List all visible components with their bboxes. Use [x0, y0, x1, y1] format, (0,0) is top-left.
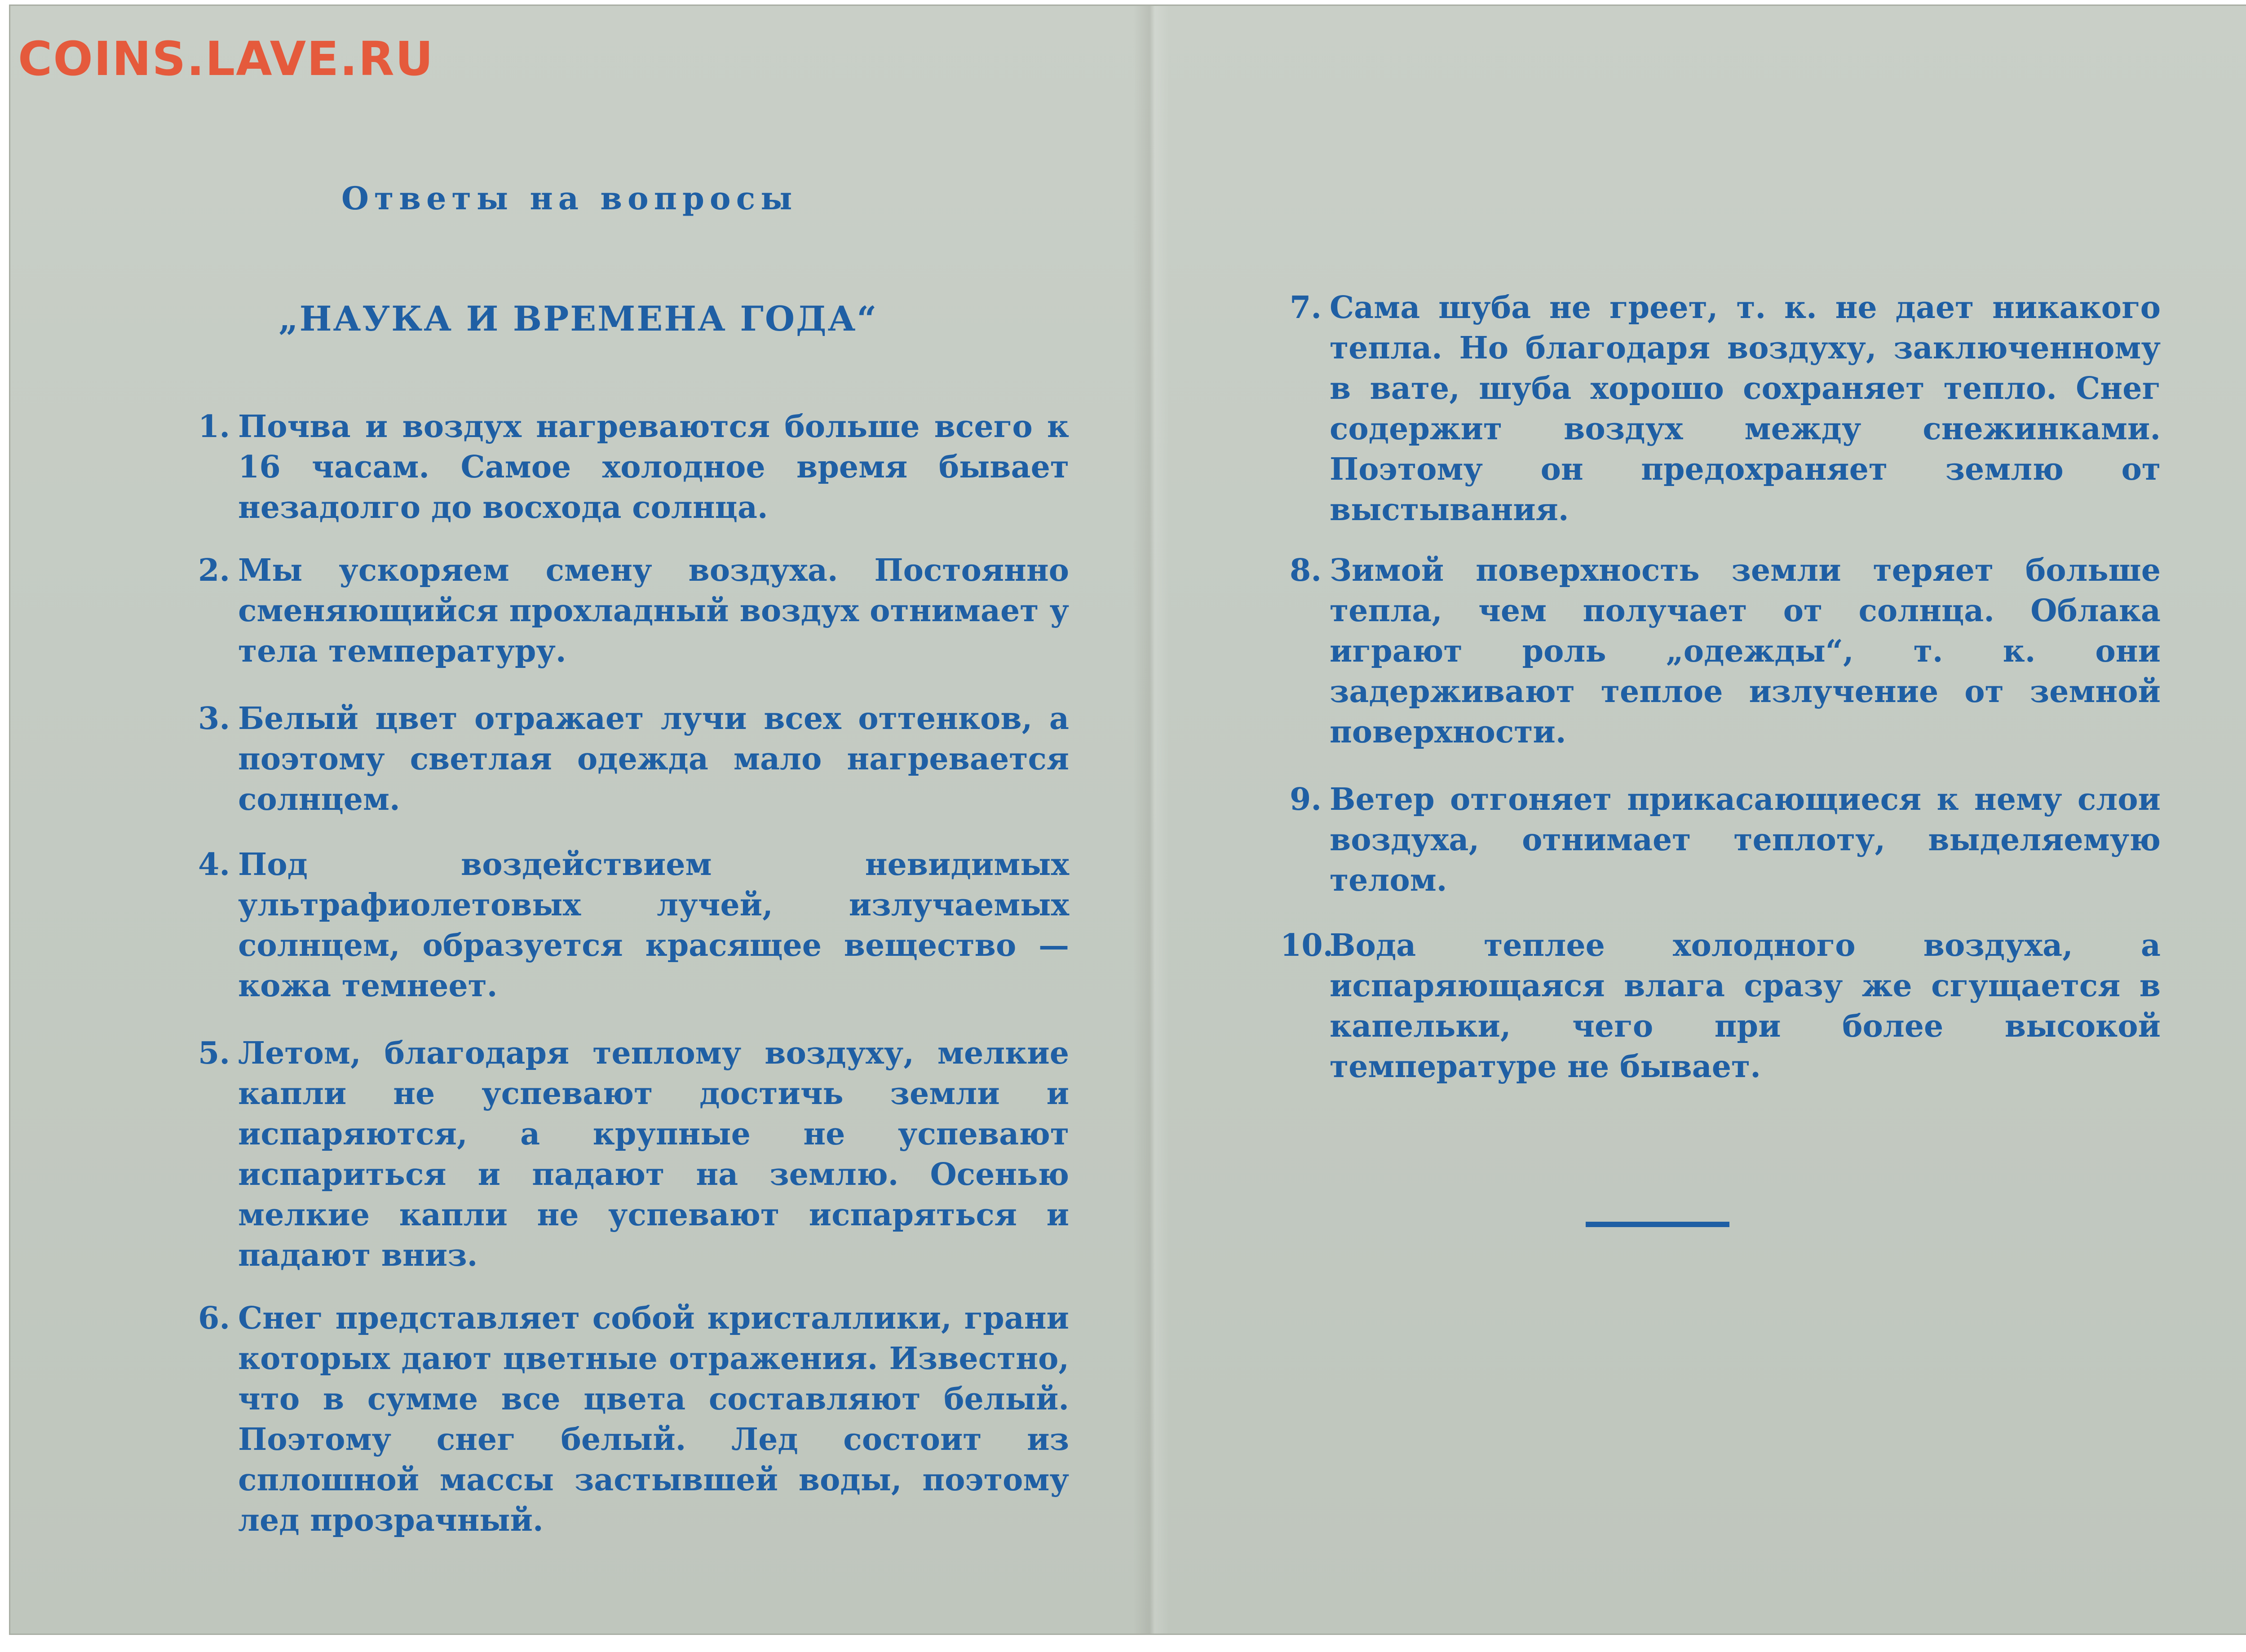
- answer-number: 4.: [198, 847, 230, 883]
- answer-number: 2.: [198, 552, 230, 588]
- answer-text: Почва и воздух нагреваются больше всего к 16 часам. Самое холодное время бывает незадолго до восхода солнца.: [238, 409, 1069, 526]
- answer-text: Вода теплее холодного воздуха, а испаряющаяся влага сразу же сгущается в капельки, чего при более высокой температуре не бывает.: [1330, 928, 2161, 1085]
- answer-item-2: [189, 550, 1069, 671]
- answer-item-7: [1280, 287, 2161, 530]
- answer-item-6: [189, 1298, 1069, 1541]
- document-title: „НАУКА И ВРЕМЕНА ГОДА“: [279, 299, 878, 339]
- answer-item-10: [1280, 925, 2161, 1087]
- answer-item-9: [1280, 779, 2161, 901]
- answer-text: Зимой поверхность земли теряет больше тепла, чем получает от солнца. Облака играют роль „одежды“, т. к. они задерживают теплое излучение от земной поверхности.: [1330, 552, 2161, 750]
- end-divider-rule: [1586, 1222, 1729, 1227]
- answer-item-3: [189, 698, 1069, 820]
- center-fold: [1133, 6, 1169, 1634]
- answer-item-8: [1280, 550, 2161, 752]
- answer-number: 8.: [1290, 552, 1322, 588]
- answer-text: Сама шуба не греет, т. к. не дает никакого тепла. Но благодаря воздуху, заключенному в вате, шуба хорошо сохраняет тепло. Снег содержит воздух между снежинками. Поэтому он предохраняет землю от выстывания.: [1330, 290, 2161, 528]
- answer-text: Мы ускоряем смену воздуха. Постоянно сменяющийся прохладный воздух отнимает у тела температуру.: [238, 552, 1069, 669]
- answer-text: Летом, благодаря теплому воздуху, мелкие капли не успевают достичь земли и испаряются, а крупные не успевают испариться и падают на землю. Осенью мелкие капли не успевают испаряться и падают вниз.: [238, 1035, 1069, 1273]
- answer-number: 10.: [1280, 928, 1334, 963]
- answer-number: 7.: [1290, 290, 1322, 326]
- answer-text: Белый цвет отражает лучи всех оттенков, а поэтому светлая одежда мало нагревается солнцем.: [238, 701, 1069, 817]
- site-watermark: COINS.LAVE.RU: [18, 31, 434, 86]
- answer-number: 1.: [198, 409, 230, 445]
- answer-text: Снег представляет собой кристаллики, грани которых дают цветные отражения. Известно, что в сумме все цвета составляют белый. Поэтому снег белый. Лед состоит из сплошной массы застывшей воды, поэтому лед прозрачный.: [238, 1300, 1069, 1538]
- answer-number: 5.: [198, 1035, 230, 1071]
- answer-item-1: [189, 406, 1069, 528]
- answer-number: 9.: [1290, 782, 1322, 817]
- answer-number: 6.: [198, 1300, 230, 1336]
- answer-item-4: [189, 844, 1069, 1006]
- answer-number: 3.: [198, 701, 230, 737]
- answer-text: Под воздействием невидимых ультрафиолетовых лучей, излучаемых солнцем, образуется красящее вещество — кожа темнеет.: [238, 847, 1069, 1004]
- answer-text: Ветер отгоняет прикасающиеся к нему слои воздуха, отнимает теплоту, выделяемую телом.: [1330, 782, 2161, 898]
- answer-item-5: [189, 1033, 1069, 1276]
- document-heading: Ответы на вопросы: [341, 180, 798, 217]
